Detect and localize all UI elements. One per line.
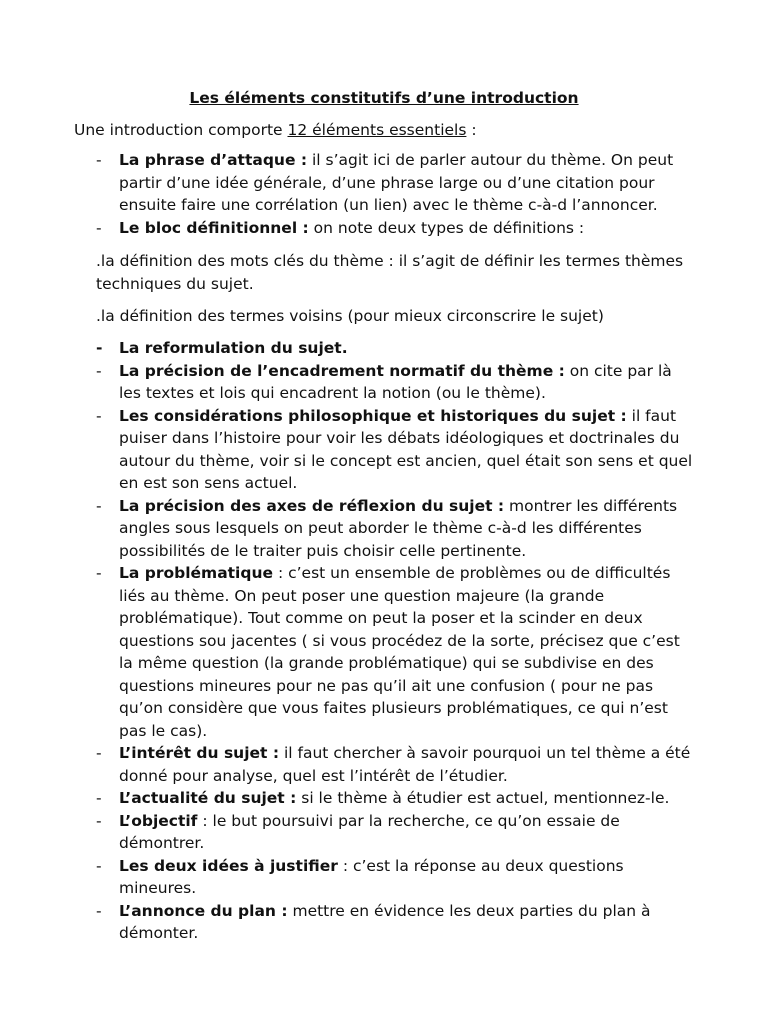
bullet-dash: -: [96, 744, 102, 762]
item-text: si le thème à étudier est actuel, mentionnez-le.: [296, 789, 670, 807]
list-item: [96, 562, 698, 742]
list-item: [96, 217, 698, 240]
list-item: [96, 337, 698, 360]
item-label: La phrase d’attaque :: [119, 151, 308, 169]
item-label: Le bloc définitionnel :: [119, 218, 309, 237]
item-text: il faut chercher à savoir pourquoi un tel thème a été donné pour analyse, quel est l’intérêt de l’étudier.: [119, 744, 691, 785]
item-text: : c’est la réponse au deux questions mineures.: [119, 856, 624, 897]
item-label: La précision de l’encadrement normatif du thème :: [119, 361, 565, 380]
bullet-dash: -: [96, 789, 102, 807]
item-text: il s’agit ici de parler autour du thème. On peut partir d’une idée générale, d’une phrase large ou d’une citation pour ensuite faire une corrélation (un lien) avec le thème c-à-d l’annoncer.: [119, 151, 674, 214]
bullet-dash: -: [96, 564, 102, 582]
item-text: on cite par là les textes et lois qui encadrent la notion (ou le thème).: [119, 361, 672, 402]
item-label: La précision des axes de réflexion du sujet :: [119, 496, 505, 515]
intro-prefix: Une introduction comporte: [74, 121, 288, 139]
intro-emphasis: 12 éléments essentiels: [287, 121, 467, 139]
list-item: [96, 405, 698, 495]
definition-line: .la définition des mots clés du thème : il s’agit de définir les termes thèmes techniques du sujet.: [96, 252, 684, 293]
item-text: il faut puiser dans l’histoire pour voir les débats idéologiques et doctrinales du autour du thème, voir si le concept est ancien, quel était son sens et quel en est son sens actuel.: [119, 406, 693, 492]
document-title: Les éléments constitutifs d’une introduction: [189, 89, 579, 107]
list-item: [96, 810, 698, 855]
list-item: [96, 855, 698, 900]
item-label: La reformulation du sujet.: [119, 339, 348, 357]
bullet-dash: -: [96, 218, 102, 237]
item-text: on note deux types de définitions :: [308, 218, 585, 237]
item-label: Les deux idées à justifier: [119, 856, 338, 875]
item-label: La problématique: [119, 564, 274, 582]
item-text: : le but poursuivi par la recherche, ce qu’on essaie de démontrer.: [119, 811, 620, 852]
bullet-dash: -: [96, 151, 102, 169]
item-text: mettre en évidence les deux parties du plan à démonter.: [119, 901, 651, 942]
item-text: montrer les différents angles sous lesquels on peut aborder le thème c-à-d les différentes possibilités de le traiter puis choisir celle pertinente.: [119, 496, 678, 560]
definition-line: .la définition des termes voisins (pour mieux circonscrire le sujet): [96, 307, 604, 325]
bullet-dash: -: [96, 811, 102, 830]
intro-paragraph: [74, 119, 708, 142]
list-item: [96, 787, 698, 810]
bullet-dash: -: [96, 406, 102, 425]
bullet-dash: -: [96, 496, 102, 515]
item-label: L’intérêt du sujet :: [119, 744, 280, 762]
item-label: L’annonce du plan :: [119, 901, 288, 920]
element-list-part-1: [96, 149, 698, 239]
bullet-dash: -: [96, 361, 102, 380]
list-item: [96, 742, 698, 787]
list-item: [96, 495, 698, 563]
item-label: L’actualité du sujet :: [119, 789, 297, 807]
bullet-dash: -: [96, 901, 102, 920]
list-item: [96, 149, 698, 217]
intro-suffix: :: [466, 121, 477, 139]
bullet-dash: -: [96, 339, 103, 357]
item-label: L’objectif: [119, 811, 198, 830]
list-item: [96, 360, 698, 405]
item-label: Les considérations philosophique et historiques du sujet :: [119, 406, 627, 425]
list-item: [96, 900, 698, 945]
item-text: : c’est un ensemble de problèmes ou de difficultés liés au thème. On peut poser une question majeure (la grande problématique). Tout comme on peut la poser et la scinder en deux questions sou jacentes ( si vous procédez de la sorte, précisez que c’est la même question (la grande problématique) qui se subdivise en des questions mineures pour ne pas qu’il ait une confusion ( pour ne pas qu’on considère que vous faites plusieurs problématiques, ce qui n’est pas le cas).: [119, 564, 680, 740]
bullet-dash: -: [96, 856, 102, 875]
element-list-part-2: [96, 337, 698, 945]
